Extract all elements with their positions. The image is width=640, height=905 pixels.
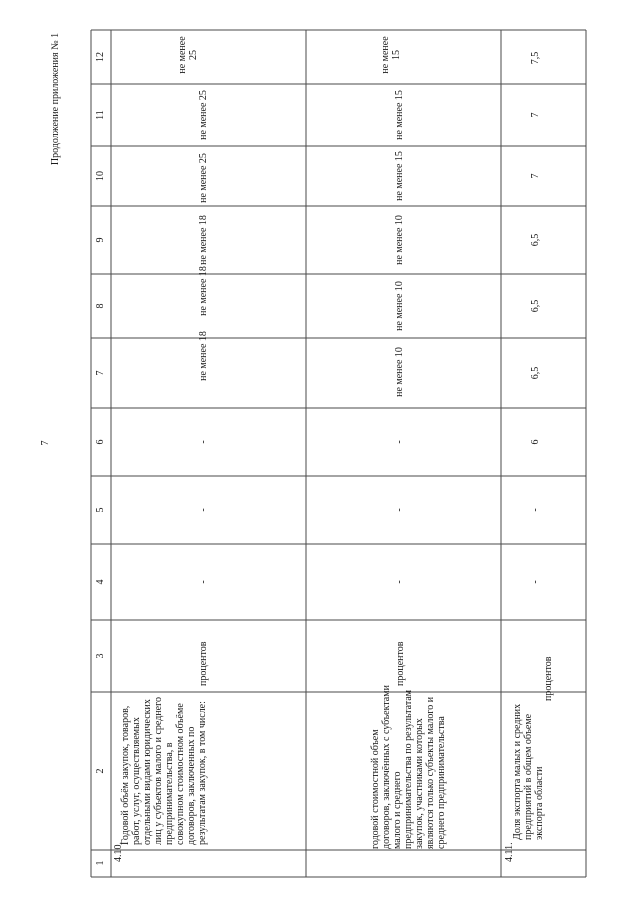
cell-col12: 7,5 — [530, 51, 541, 65]
cell-col6: - — [198, 440, 209, 444]
column-header-11: 11 — [95, 110, 106, 120]
cell-col9: 6,5 — [530, 233, 541, 247]
cell-col10: 7 — [530, 173, 541, 179]
unit-of-measure: процентов — [395, 641, 406, 686]
cell-col8: 6,5 — [530, 299, 541, 313]
cell-col5: - — [198, 508, 209, 512]
cell-col7: не менее 10 — [394, 347, 405, 397]
row-number: 4.11. — [504, 842, 515, 862]
cell-col11: не менее 25 — [198, 90, 209, 140]
column-header-4: 4 — [95, 579, 106, 585]
cell-col11: 7 — [530, 112, 541, 118]
cell-col11: не менее 15 — [394, 90, 405, 140]
cell-col10: не менее 25 — [198, 153, 209, 203]
cell-col9: не менее 18 — [198, 215, 209, 265]
cell-col5: - — [394, 508, 405, 512]
cell-col6: - — [394, 440, 405, 444]
cell-col8: не менее 18 — [198, 266, 209, 316]
cell-col10: не менее 15 — [394, 151, 405, 201]
column-header-9: 9 — [95, 237, 106, 243]
cell-col5: - — [530, 508, 541, 512]
cell-col4: - — [394, 580, 405, 584]
column-header-6: 6 — [95, 439, 106, 445]
column-header-1: 1 — [95, 860, 106, 866]
unit-of-measure: процентов — [543, 656, 554, 701]
column-header-5: 5 — [95, 507, 106, 513]
cell-col12: не менее 15 — [380, 36, 402, 74]
row-number: 4.10. — [113, 842, 124, 862]
column-header-2: 2 — [95, 768, 106, 774]
cell-col8: не менее 10 — [394, 281, 405, 331]
cell-col9: не менее 10 — [394, 215, 405, 265]
column-header-12: 12 — [95, 52, 106, 62]
page-number: 7 — [40, 440, 51, 446]
appendix-continuation-note: Продолжение приложения № 1 — [50, 32, 61, 166]
indicator-name: Доля экспорта малых и средних предприятий в общем объеме экспорта области — [512, 703, 545, 840]
cell-col6: 6 — [530, 439, 541, 445]
column-header-8: 8 — [95, 303, 106, 309]
indicator-name: Годовой объём закупок, товаров, работ, услуг, осуществляемых отдельными видами юридических лиц у субъектов малого и среднего предпринимательства, в совокупном стоимостном объёме договоров, заключенных по результатам закупок, в том числе: — [120, 697, 208, 845]
column-header-7: 7 — [95, 370, 106, 376]
cell-col7: 6,5 — [530, 366, 541, 380]
column-header-10: 10 — [95, 171, 106, 181]
indicator-name: годовой стоимостной объем договоров, заключённых с субъектами малого и среднего предпринимательства по результатам закупок, участниками которых являются только субъекты малого и среднего предпринимательства — [370, 685, 447, 849]
cell-col4: - — [530, 580, 541, 584]
cell-col4: - — [198, 580, 209, 584]
cell-col7: не менее 18 — [198, 331, 209, 381]
cell-col12: не менее 25 — [177, 36, 199, 74]
column-header-3: 3 — [95, 653, 106, 659]
unit-of-measure: процентов — [198, 641, 209, 686]
